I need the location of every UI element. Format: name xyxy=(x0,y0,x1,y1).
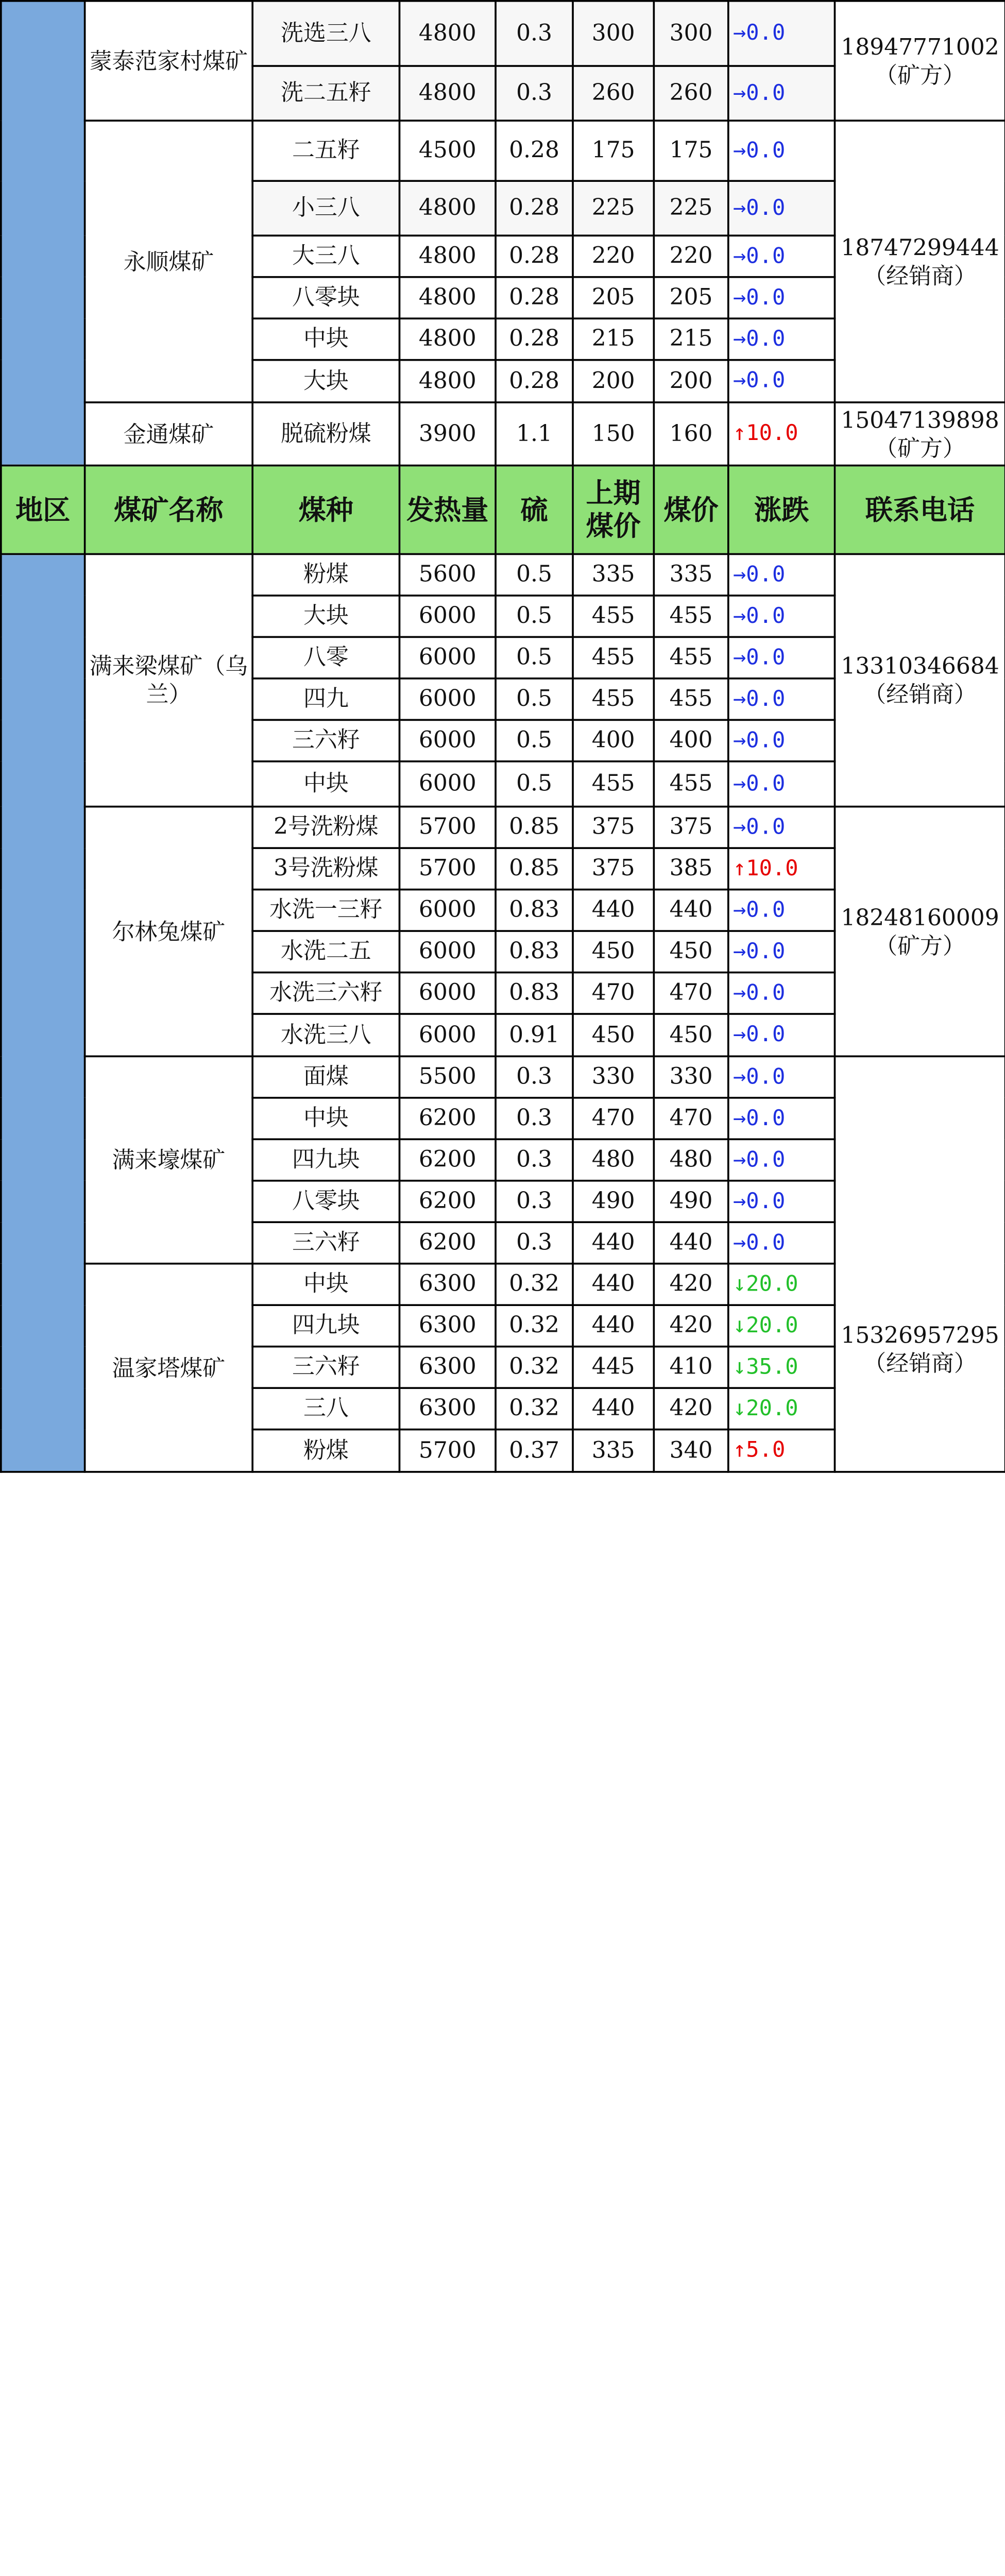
calorific-cell: 6000 xyxy=(399,679,496,720)
coal-type-cell: 四九 xyxy=(252,679,399,720)
calorific-cell: 6000 xyxy=(399,973,496,1014)
price-cell: 420 xyxy=(654,1305,728,1346)
sulfur-cell: 0.3 xyxy=(496,66,573,121)
sulfur-cell: 0.5 xyxy=(496,637,573,678)
prev-price-cell: 335 xyxy=(573,554,654,595)
coal-type-cell: 中块 xyxy=(252,1264,399,1305)
change-cell: ↑5.0 xyxy=(728,1430,835,1472)
change-cell: →0.0 xyxy=(728,807,835,848)
sulfur-cell: 0.5 xyxy=(496,720,573,761)
prev-price-cell: 440 xyxy=(573,1222,654,1263)
coal-type-cell: 八零 xyxy=(252,637,399,678)
coal-type-cell: 水洗三八 xyxy=(252,1014,399,1056)
header-contact: 联系电话 xyxy=(834,466,1005,554)
change-cell: →0.0 xyxy=(728,931,835,972)
price-cell: 375 xyxy=(654,807,728,848)
calorific-cell: 6000 xyxy=(399,596,496,637)
calorific-cell: 6000 xyxy=(399,1014,496,1056)
sulfur-cell: 0.85 xyxy=(496,848,573,889)
sulfur-cell: 0.91 xyxy=(496,1014,573,1056)
header-prev-price: 上期煤价 xyxy=(573,466,654,554)
coal-type-cell: 八零块 xyxy=(252,1181,399,1222)
prev-price-cell: 450 xyxy=(573,931,654,972)
calorific-cell: 6200 xyxy=(399,1139,496,1180)
calorific-cell: 4800 xyxy=(399,277,496,318)
calorific-cell: 5700 xyxy=(399,848,496,889)
coal-type-cell: 大块 xyxy=(252,596,399,637)
prev-price-cell: 220 xyxy=(573,235,654,277)
calorific-cell: 6300 xyxy=(399,1388,496,1429)
calorific-cell: 4800 xyxy=(399,235,496,277)
change-cell: →0.0 xyxy=(728,1098,835,1139)
coal-type-cell: 大三八 xyxy=(252,235,399,277)
price-cell: 215 xyxy=(654,318,728,360)
coal-type-cell: 三六籽 xyxy=(252,720,399,761)
sulfur-cell: 0.83 xyxy=(496,931,573,972)
coal-type-cell: 粉煤 xyxy=(252,554,399,595)
calorific-cell: 4800 xyxy=(399,66,496,121)
change-cell: →0.0 xyxy=(728,1056,835,1097)
sulfur-cell: 0.5 xyxy=(496,596,573,637)
price-cell: 340 xyxy=(654,1430,728,1472)
price-cell: 440 xyxy=(654,890,728,931)
change-cell: ↓35.0 xyxy=(728,1347,835,1388)
price-cell: 220 xyxy=(654,235,728,277)
coal-type-cell: 3号洗粉煤 xyxy=(252,848,399,889)
sulfur-cell: 0.83 xyxy=(496,973,573,1014)
contact-cell: 18747299444（经销商） xyxy=(834,121,1005,402)
coal-type-cell: 三八 xyxy=(252,1388,399,1429)
prev-price-cell: 440 xyxy=(573,1264,654,1305)
header-row xyxy=(1,466,1005,554)
coal-type-cell: 洗二五籽 xyxy=(252,66,399,121)
prev-price-cell: 400 xyxy=(573,720,654,761)
sulfur-cell: 0.32 xyxy=(496,1347,573,1388)
mine-name-cell: 金通煤矿 xyxy=(85,402,253,466)
calorific-cell: 6000 xyxy=(399,637,496,678)
change-cell: →0.0 xyxy=(728,318,835,360)
change-cell: →0.0 xyxy=(728,360,835,402)
calorific-cell: 4800 xyxy=(399,318,496,360)
calorific-cell: 5700 xyxy=(399,1430,496,1472)
coal-type-cell: 面煤 xyxy=(252,1056,399,1097)
table-row xyxy=(1,402,1005,466)
sulfur-cell: 0.3 xyxy=(496,1098,573,1139)
prev-price-cell: 440 xyxy=(573,1388,654,1429)
table-row xyxy=(1,1,1005,66)
calorific-cell: 6000 xyxy=(399,890,496,931)
change-cell: →0.0 xyxy=(728,1014,835,1056)
price-cell: 175 xyxy=(654,121,728,181)
sulfur-cell: 0.3 xyxy=(496,1139,573,1180)
prev-price-cell: 455 xyxy=(573,761,654,807)
calorific-cell: 4800 xyxy=(399,1,496,66)
prev-price-cell: 375 xyxy=(573,848,654,889)
price-cell: 470 xyxy=(654,1098,728,1139)
price-cell: 300 xyxy=(654,1,728,66)
prev-price-cell: 450 xyxy=(573,1014,654,1056)
prev-price-cell: 335 xyxy=(573,1430,654,1472)
calorific-cell: 6300 xyxy=(399,1347,496,1388)
price-cell: 335 xyxy=(654,554,728,595)
calorific-cell: 6300 xyxy=(399,1305,496,1346)
contact-cell: 18248160009（矿方） xyxy=(834,807,1005,1057)
prev-price-cell: 440 xyxy=(573,890,654,931)
coal-type-cell: 粉煤 xyxy=(252,1430,399,1472)
prev-price-cell: 215 xyxy=(573,318,654,360)
sulfur-cell: 0.28 xyxy=(496,235,573,277)
change-cell: →0.0 xyxy=(728,596,835,637)
calorific-cell: 6200 xyxy=(399,1181,496,1222)
change-cell: ↓20.0 xyxy=(728,1388,835,1429)
sulfur-cell: 0.32 xyxy=(496,1305,573,1346)
prev-price-cell: 455 xyxy=(573,637,654,678)
calorific-cell: 6300 xyxy=(399,1264,496,1305)
sulfur-cell: 0.3 xyxy=(496,1181,573,1222)
price-cell: 455 xyxy=(654,679,728,720)
price-cell: 455 xyxy=(654,761,728,807)
sulfur-cell: 1.1 xyxy=(496,402,573,466)
prev-price-cell: 330 xyxy=(573,1056,654,1097)
contact-cell: 15326957295（经销商） xyxy=(834,1056,1005,1472)
price-cell: 480 xyxy=(654,1139,728,1180)
prev-price-cell: 200 xyxy=(573,360,654,402)
contact-cell: 15047139898（矿方） xyxy=(834,402,1005,466)
sulfur-cell: 0.32 xyxy=(496,1264,573,1305)
price-cell: 385 xyxy=(654,848,728,889)
price-cell: 260 xyxy=(654,66,728,121)
region-cell xyxy=(1,1,85,466)
sulfur-cell: 0.28 xyxy=(496,277,573,318)
change-cell: →0.0 xyxy=(728,1222,835,1263)
price-cell: 490 xyxy=(654,1181,728,1222)
price-cell: 160 xyxy=(654,402,728,466)
mine-name-cell: 满来梁煤矿（乌兰） xyxy=(85,554,253,806)
price-cell: 470 xyxy=(654,973,728,1014)
change-cell: ↑10.0 xyxy=(728,848,835,889)
table-row xyxy=(1,554,1005,595)
calorific-cell: 6000 xyxy=(399,761,496,807)
prev-price-cell: 470 xyxy=(573,1098,654,1139)
price-cell: 455 xyxy=(654,637,728,678)
prev-price-cell: 470 xyxy=(573,973,654,1014)
coal-type-cell: 四九块 xyxy=(252,1139,399,1180)
coal-type-cell: 小三八 xyxy=(252,181,399,235)
coal-type-cell: 三六籽 xyxy=(252,1347,399,1388)
mine-name-cell: 蒙泰范家村煤矿 xyxy=(85,1,253,121)
calorific-cell: 5700 xyxy=(399,807,496,848)
price-cell: 205 xyxy=(654,277,728,318)
price-cell: 225 xyxy=(654,181,728,235)
sulfur-cell: 0.3 xyxy=(496,1222,573,1263)
price-cell: 450 xyxy=(654,931,728,972)
calorific-cell: 5500 xyxy=(399,1056,496,1097)
contact-cell: 18947771002（矿方） xyxy=(834,1,1005,121)
header-region: 地区 xyxy=(1,466,85,554)
change-cell: →0.0 xyxy=(728,277,835,318)
contact-cell: 13310346684（经销商） xyxy=(834,554,1005,806)
table-row xyxy=(1,807,1005,848)
region-cell xyxy=(1,554,85,1471)
sulfur-cell: 0.28 xyxy=(496,121,573,181)
calorific-cell: 4800 xyxy=(399,181,496,235)
price-cell: 410 xyxy=(654,1347,728,1388)
sulfur-cell: 0.5 xyxy=(496,761,573,807)
coal-type-cell: 中块 xyxy=(252,1098,399,1139)
coal-type-cell: 水洗二五 xyxy=(252,931,399,972)
prev-price-cell: 225 xyxy=(573,181,654,235)
sulfur-cell: 0.37 xyxy=(496,1430,573,1472)
price-cell: 400 xyxy=(654,720,728,761)
prev-price-cell: 300 xyxy=(573,1,654,66)
coal-type-cell: 四九块 xyxy=(252,1305,399,1346)
calorific-cell: 6200 xyxy=(399,1098,496,1139)
header-calorific: 发热量 xyxy=(399,466,496,554)
price-cell: 200 xyxy=(654,360,728,402)
calorific-cell: 4500 xyxy=(399,121,496,181)
change-cell: →0.0 xyxy=(728,761,835,807)
table-row xyxy=(1,121,1005,181)
prev-price-cell: 445 xyxy=(573,1347,654,1388)
sulfur-cell: 0.28 xyxy=(496,181,573,235)
coal-type-cell: 二五籽 xyxy=(252,121,399,181)
price-cell: 420 xyxy=(654,1264,728,1305)
prev-price-cell: 440 xyxy=(573,1305,654,1346)
mine-name-cell: 尔林兔煤矿 xyxy=(85,807,253,1057)
change-cell: →0.0 xyxy=(728,679,835,720)
coal-type-cell: 洗选三八 xyxy=(252,1,399,66)
prev-price-cell: 150 xyxy=(573,402,654,466)
calorific-cell: 6000 xyxy=(399,720,496,761)
calorific-cell: 6200 xyxy=(399,1222,496,1263)
prev-price-cell: 480 xyxy=(573,1139,654,1180)
price-cell: 330 xyxy=(654,1056,728,1097)
table-section-bottom xyxy=(1,554,1005,1471)
price-cell: 440 xyxy=(654,1222,728,1263)
coal-type-cell: 水洗三六籽 xyxy=(252,973,399,1014)
calorific-cell: 3900 xyxy=(399,402,496,466)
coal-type-cell: 中块 xyxy=(252,761,399,807)
header-change: 涨跌 xyxy=(728,466,835,554)
change-cell: →0.0 xyxy=(728,720,835,761)
change-cell: →0.0 xyxy=(728,1,835,66)
calorific-cell: 5600 xyxy=(399,554,496,595)
header-price: 煤价 xyxy=(654,466,728,554)
change-cell: →0.0 xyxy=(728,66,835,121)
coal-type-cell: 八零块 xyxy=(252,277,399,318)
change-cell: ↓20.0 xyxy=(728,1264,835,1305)
price-cell: 455 xyxy=(654,596,728,637)
change-cell: →0.0 xyxy=(728,1139,835,1180)
change-cell: →0.0 xyxy=(728,890,835,931)
header-coal-type: 煤种 xyxy=(252,466,399,554)
coal-type-cell: 2号洗粉煤 xyxy=(252,807,399,848)
calorific-cell: 6000 xyxy=(399,931,496,972)
sulfur-cell: 0.3 xyxy=(496,1056,573,1097)
calorific-cell: 4800 xyxy=(399,360,496,402)
sulfur-cell: 0.85 xyxy=(496,807,573,848)
mine-name-cell: 温家塔煤矿 xyxy=(85,1264,253,1472)
price-cell: 450 xyxy=(654,1014,728,1056)
sulfur-cell: 0.32 xyxy=(496,1388,573,1429)
change-cell: →0.0 xyxy=(728,121,835,181)
sulfur-cell: 0.28 xyxy=(496,360,573,402)
change-cell: →0.0 xyxy=(728,973,835,1014)
prev-price-cell: 375 xyxy=(573,807,654,848)
prev-price-cell: 490 xyxy=(573,1181,654,1222)
sulfur-cell: 0.28 xyxy=(496,318,573,360)
prev-price-cell: 260 xyxy=(573,66,654,121)
mine-name-cell: 满来壕煤矿 xyxy=(85,1056,253,1263)
change-cell: →0.0 xyxy=(728,1181,835,1222)
header-sulfur: 硫 xyxy=(496,466,573,554)
coal-type-cell: 大块 xyxy=(252,360,399,402)
change-cell: ↑10.0 xyxy=(728,402,835,466)
prev-price-cell: 455 xyxy=(573,679,654,720)
sulfur-cell: 0.3 xyxy=(496,1,573,66)
change-cell: →0.0 xyxy=(728,181,835,235)
mine-name-cell: 永顺煤矿 xyxy=(85,121,253,402)
sulfur-cell: 0.5 xyxy=(496,679,573,720)
coal-type-cell: 中块 xyxy=(252,318,399,360)
prev-price-cell: 455 xyxy=(573,596,654,637)
prev-price-cell: 205 xyxy=(573,277,654,318)
change-cell: →0.0 xyxy=(728,235,835,277)
coal-type-cell: 水洗一三籽 xyxy=(252,890,399,931)
change-cell: →0.0 xyxy=(728,637,835,678)
change-cell: ↓20.0 xyxy=(728,1305,835,1346)
prev-price-cell: 175 xyxy=(573,121,654,181)
table-header xyxy=(1,466,1005,554)
header-mine-name: 煤矿名称 xyxy=(85,466,253,554)
price-cell: 420 xyxy=(654,1388,728,1429)
sulfur-cell: 0.83 xyxy=(496,890,573,931)
coal-type-cell: 脱硫粉煤 xyxy=(252,402,399,466)
sulfur-cell: 0.5 xyxy=(496,554,573,595)
change-cell: →0.0 xyxy=(728,554,835,595)
coal-type-cell: 三六籽 xyxy=(252,1222,399,1263)
table-row xyxy=(1,1056,1005,1097)
table-section-top xyxy=(1,1,1005,466)
